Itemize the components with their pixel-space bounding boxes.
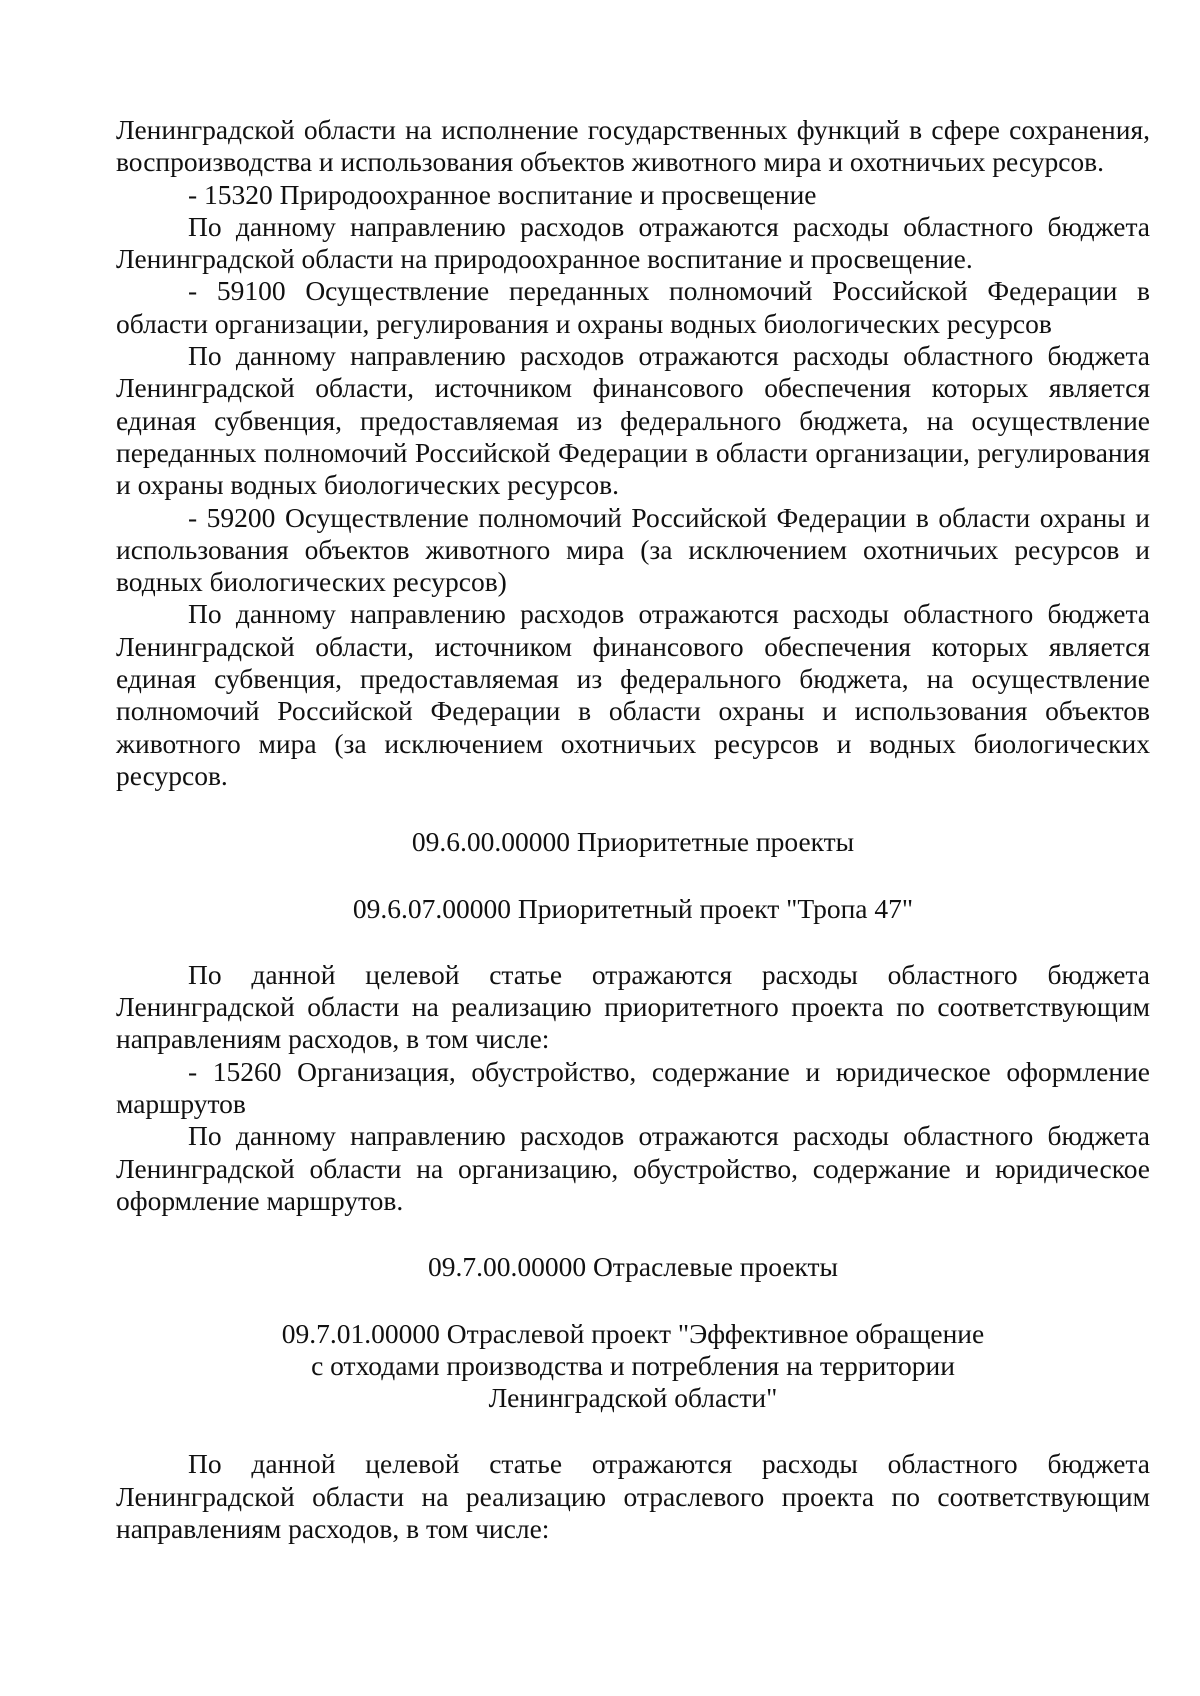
heading-trail-47: 09.6.07.00000 Приоритетный проект "Тропа 47" [352, 892, 914, 924]
heading-sector-projects: 09.7.00.00000 Отраслевые проекты [427, 1251, 839, 1283]
paragraph: По данной целевой статье отражаются расходы областного бюджета Ленинградской области на реализацию отраслевого проекта по соответствующим направлениям расходов, в том числе: [116, 1448, 1150, 1544]
heading-priority-projects: 09.6.00.00000 Приоритетные проекты [411, 826, 855, 858]
heading-line: Ленинградской области" [488, 1382, 778, 1414]
paragraph: По данному направлению расходов отражаются расходы областного бюджета Ленинградской области на природоохранное воспитание и просвещение. [116, 210, 1150, 275]
section-waste-management [116, 1448, 1150, 1545]
paragraph: По данной целевой статье отражаются расходы областного бюджета Ленинградской области на реализацию приоритетного проекта по соответствующим направлениям расходов, в том числе: [116, 958, 1150, 1055]
expense-item-59200: - 59200 Осуществление полномочий Российской Федерации в области охраны и использования объектов животного мира (за исключением охотничьих ресурсов и водных биологических ресурсов) [116, 501, 1150, 598]
paragraph: По данному направлению расходов отражаются расходы областного бюджета Ленинградской области, источником финансового обеспечения которых является единая субвенция, предоставляемая из федерального бюджета, на осуществление полномочий Российской Федерации в области охраны и использования объектов животного мира (за исключением охотничьих ресурсов и водных биологических ресурсов. [116, 598, 1150, 791]
heading-waste-management [116, 1318, 1150, 1415]
document-page [116, 114, 1150, 1545]
section-trail-47 [116, 959, 1150, 1217]
expense-item-15320: - 15320 Природоохранное воспитание и просвещение [188, 178, 817, 210]
expense-item-59100: - 59100 Осуществление переданных полномочий Российской Федерации в области организации, регулирования и охраны водных биологических ресурсов [116, 275, 1150, 339]
heading-line: с отходами производства и потребления на территории [311, 1349, 955, 1381]
paragraph: Ленинградской области на исполнение государственных функций в сфере сохранения, воспроизводства и использования объектов животного мира и охотничьих ресурсов. [116, 114, 1150, 178]
paragraph: По данному направлению расходов отражаются расходы областного бюджета Ленинградской области, источником финансового обеспечения которых является единая субвенция, предоставляемая из федерального бюджета, на осуществление переданных полномочий Российской Федерации в области организации, регулирования и охраны водных биологических ресурсов. [116, 340, 1150, 501]
heading-line: 09.7.01.00000 Отраслевой проект "Эффективное обращение [281, 1317, 985, 1349]
section-fauna-functions [116, 114, 1150, 792]
paragraph: По данному направлению расходов отражаются расходы областного бюджета Ленинградской области на организацию, обустройство, содержание и юридическое оформление маршрутов. [116, 1120, 1150, 1216]
expense-item-15260: - 15260 Организация, обустройство, содержание и юридическое оформление маршрутов [116, 1055, 1150, 1120]
